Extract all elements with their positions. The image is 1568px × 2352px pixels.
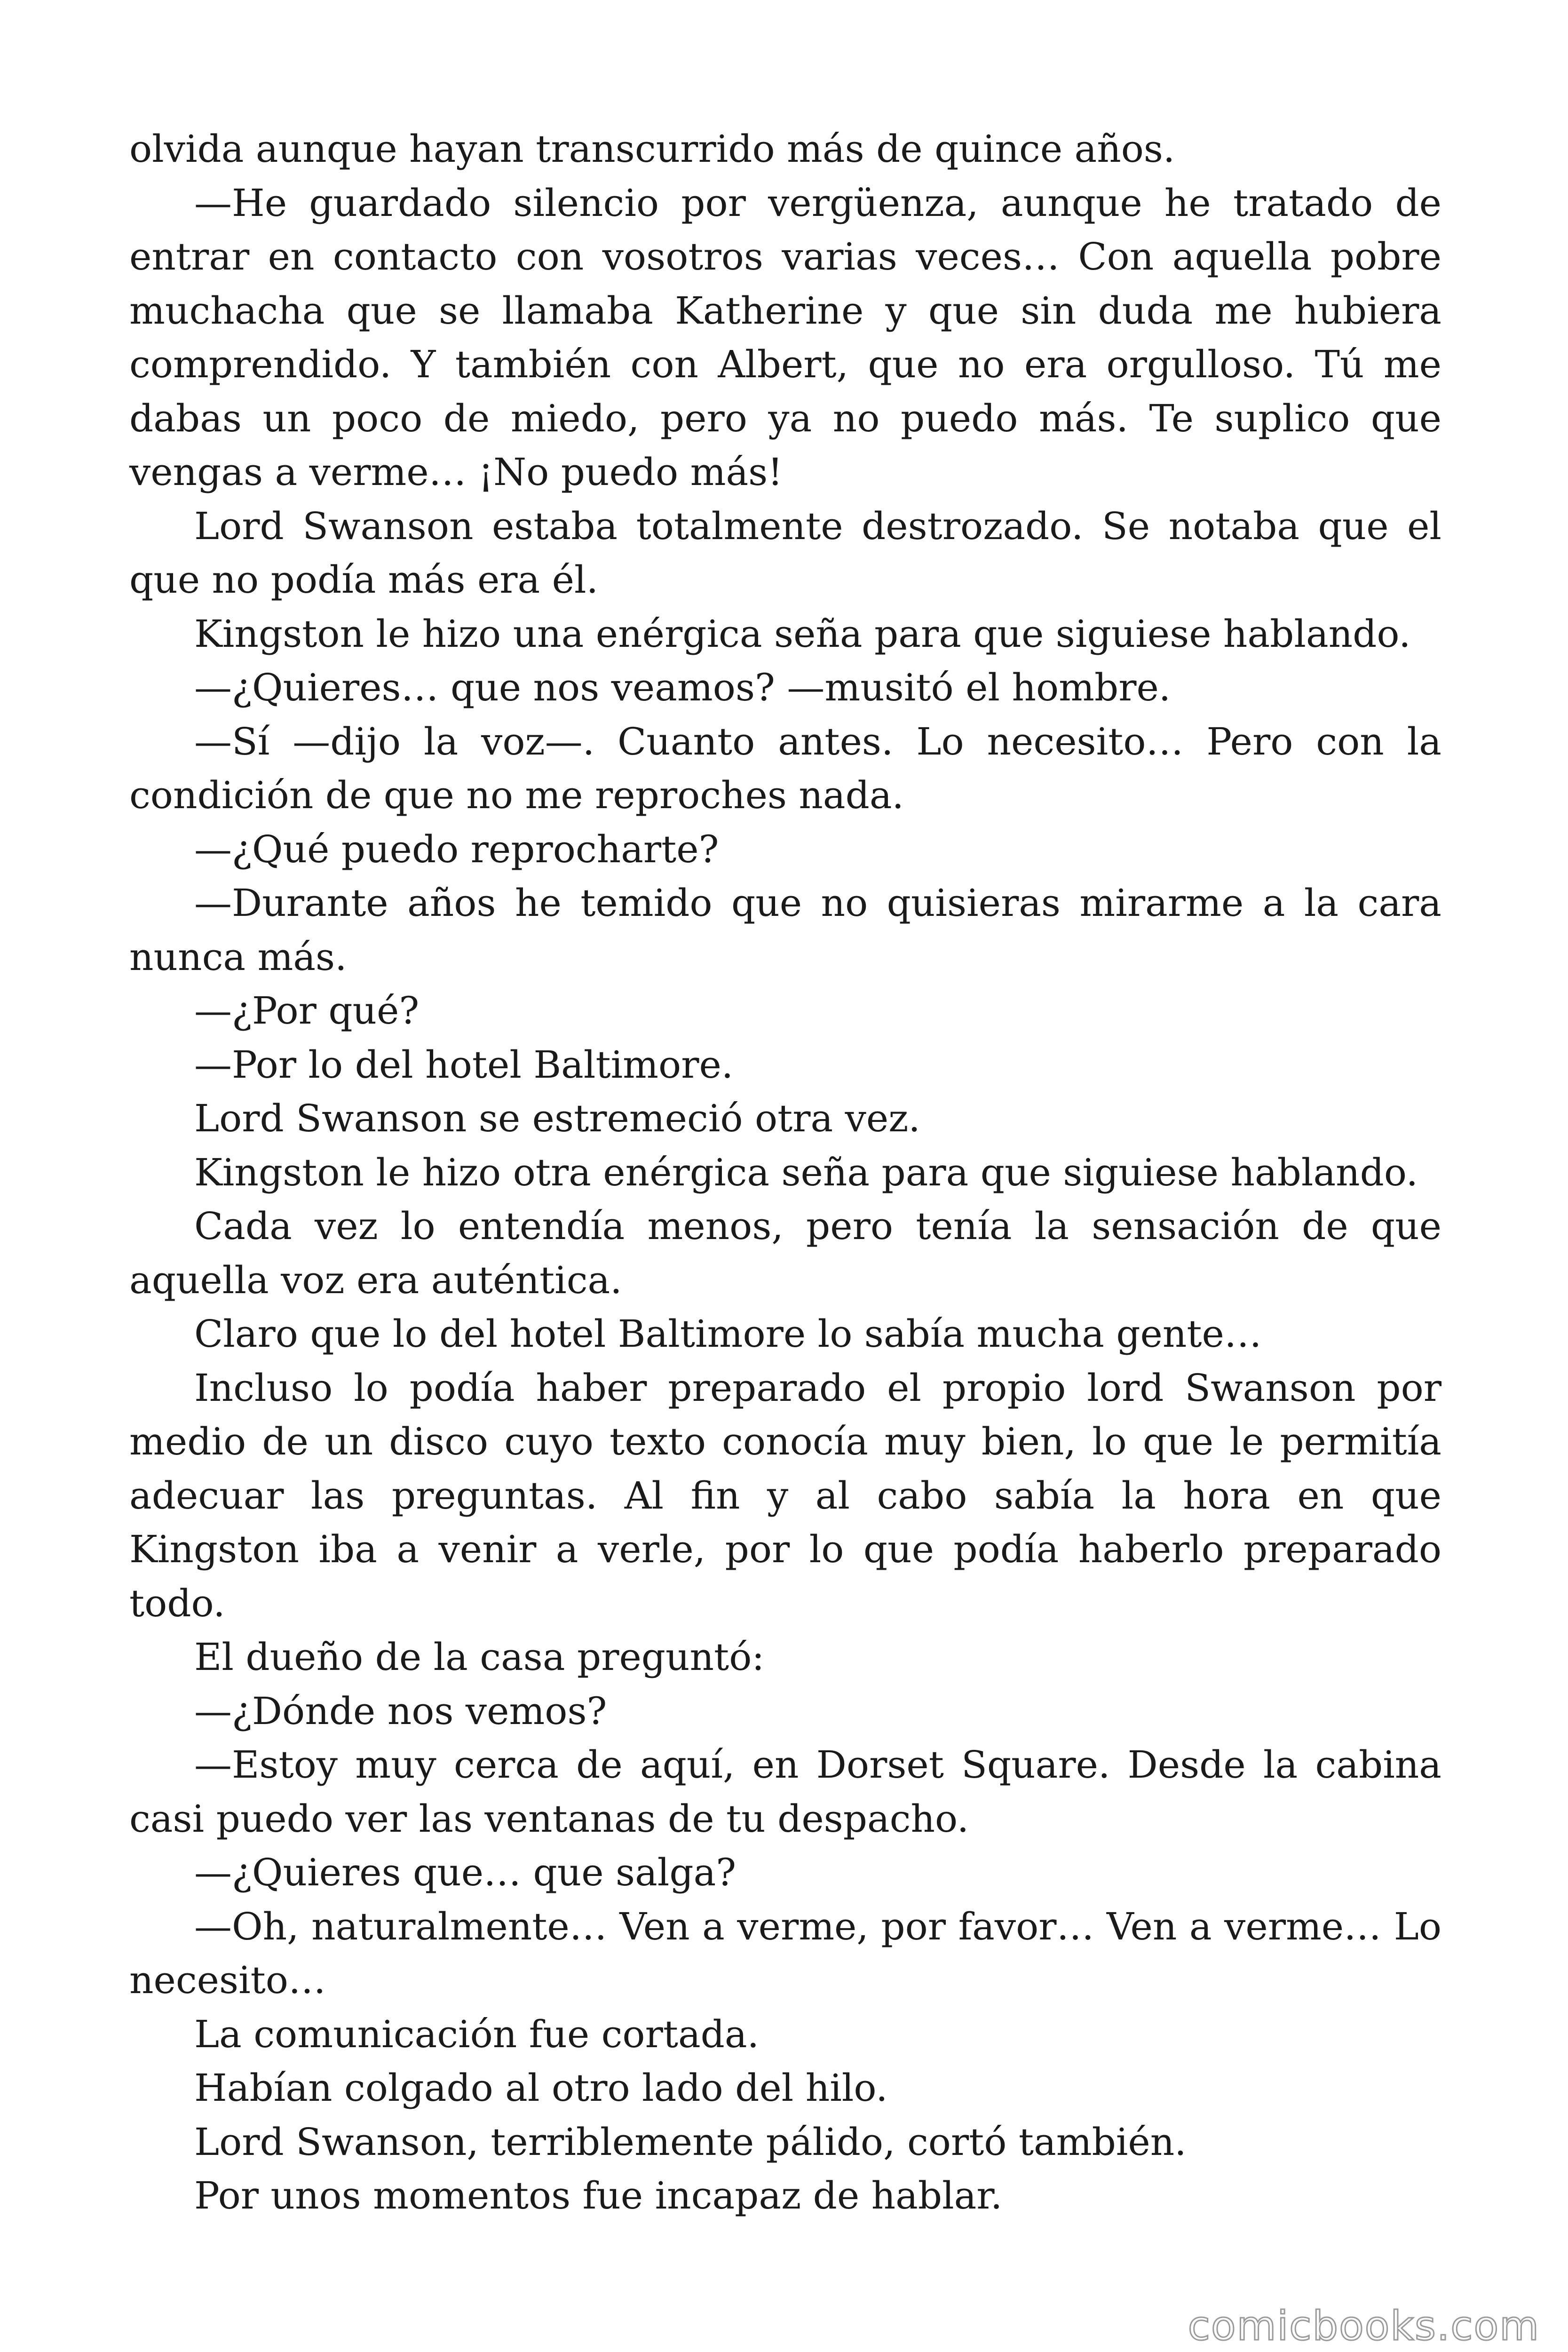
paragraph: Incluso lo podía haber preparado el propio lord Swanson por medio de un disco cuyo texto conocía muy bien, lo que le permitía adecuar las preguntas. Al fin y al cabo sabía la hora en que Kingston iba a venir a verle, por lo que podía haberlo preparado todo. (129, 1366, 1441, 1625)
paragraph: —¿Por qué? (194, 989, 420, 1033)
paragraph: —He guardado silencio por vergüenza, aunque he tratado de entrar en contacto con vosotros varias veces… Con aquella pobre muchacha que se llamaba Katherine y que sin duda me hubiera comprendido. Y también con Albert, que no era orgulloso. Tú me dabas un poco de miedo, pero ya no puedo más. Te suplico que vengas a verme… ¡No puedo más! (129, 181, 1441, 494)
paragraph: —¿Dónde nos vemos? (194, 1689, 607, 1733)
paragraph: Kingston le hizo otra enérgica seña para que siguiese hablando. (194, 1150, 1418, 1194)
paragraph: La comunicación fue cortada. (194, 2012, 760, 2056)
paragraph: Kingston le hizo una enérgica seña para que siguiese hablando. (194, 612, 1411, 656)
paragraph: —¿Quieres que… que salga? (194, 1851, 736, 1894)
paragraph: Habían colgado al otro lado del hilo. (194, 2066, 888, 2110)
paragraph: Lord Swanson, terriblemente pálido, cortó también. (194, 2120, 1187, 2164)
paragraph-continuation: olvida aunque hayan transcurrido más de quince años. (129, 127, 1175, 171)
paragraph: Lord Swanson se estremeció otra vez. (194, 1097, 920, 1140)
paragraph: Por unos momentos fue incapaz de hablar. (194, 2174, 1003, 2217)
paragraph: —Por lo del hotel Baltimore. (194, 1042, 734, 1087)
paragraph: Cada vez lo entendía menos, pero tenía la sensación de que aquella voz era auténtica. (129, 1204, 1441, 1302)
paragraph: —Oh, naturalmente… Ven a verme, por favor… Ven a verme… Lo necesito… (129, 1904, 1441, 2002)
paragraph: —Estoy muy cerca de aquí, en Dorset Square. Desde la cabina casi puedo ver las ventanas de tu despacho. (129, 1743, 1441, 1841)
paragraph: —Sí —dijo la voz—. Cuanto antes. Lo necesito… Pero con la condición de que no me reproches nada. (129, 719, 1441, 817)
paragraph: —¿Quieres… que nos veamos? —musitó el hombre. (194, 666, 1171, 709)
paragraph: Lord Swanson estaba totalmente destrozado. Se notaba que el que no podía más era él. (129, 504, 1441, 602)
watermark: comicbooks.com (1188, 2303, 1540, 2350)
paragraph: —¿Qué puedo reprocharte? (194, 827, 719, 871)
paragraph: —Durante años he temido que no quisieras mirarme a la cara nunca más. (129, 881, 1441, 979)
paragraph: Claro que lo del hotel Baltimore lo sabía mucha gente… (194, 1312, 1262, 1356)
paragraph: El dueño de la casa preguntó: (194, 1635, 765, 1679)
page-text (129, 122, 1441, 2223)
